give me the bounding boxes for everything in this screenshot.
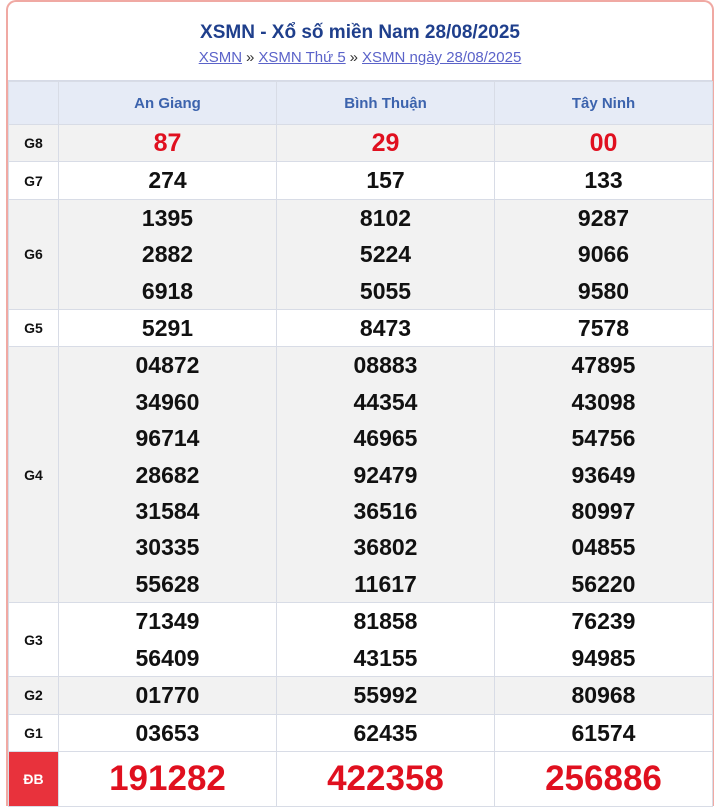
- prize-label: G2: [9, 677, 59, 714]
- prize-row-g2: [9, 677, 713, 714]
- prize-label: G1: [9, 714, 59, 751]
- prize-number: 31584: [135, 498, 200, 525]
- prize-number: 54756: [571, 425, 636, 452]
- prize-number: 76239: [571, 608, 636, 635]
- prize-number: 81858: [353, 608, 418, 635]
- prize-number: 5055: [359, 277, 412, 304]
- prize-number: 11617: [354, 570, 417, 597]
- prize-label: G8: [9, 125, 59, 162]
- prize-number: 157: [366, 167, 405, 194]
- prize-number: 03653: [135, 719, 200, 746]
- prize-cell: [495, 751, 713, 806]
- prize-cell: [277, 199, 495, 309]
- prize-number: 46965: [353, 425, 418, 452]
- prize-row-g3: [9, 603, 713, 677]
- prize-number: 55628: [135, 570, 200, 597]
- breadcrumb-link-thu5[interactable]: XSMN Thứ 5: [258, 49, 346, 66]
- prize-cell: [495, 677, 713, 714]
- prize-number: 56409: [135, 644, 200, 671]
- prize-label: G7: [9, 162, 59, 199]
- prize-row-g8: [9, 125, 713, 162]
- prize-number: 04872: [135, 352, 200, 379]
- prize-cell: [495, 199, 713, 309]
- prize-number: 2882: [141, 241, 194, 268]
- prize-number: 43155: [353, 644, 418, 671]
- prize-cell: [495, 310, 713, 347]
- prize-number: 08883: [353, 352, 418, 379]
- prize-number: 71349: [135, 608, 200, 635]
- prize-label: G3: [9, 603, 59, 677]
- prize-cell: [277, 310, 495, 347]
- prize-row-g5: [9, 310, 713, 347]
- prize-number: 44354: [353, 388, 418, 415]
- province-header-binh-thuan[interactable]: Bình Thuận: [277, 82, 495, 125]
- province-header-tay-ninh[interactable]: Tây Ninh: [495, 82, 713, 125]
- prize-cell: [59, 162, 277, 199]
- breadcrumb-link-xsmn[interactable]: XSMN: [198, 49, 243, 66]
- prize-number: 94985: [571, 644, 636, 671]
- prize-cell: [59, 751, 277, 806]
- prize-number: 34960: [135, 388, 200, 415]
- prize-cell: [59, 125, 277, 162]
- prize-number: 6918: [141, 277, 194, 304]
- prize-number: 00: [589, 129, 618, 157]
- results-header: [8, 2, 712, 81]
- prize-cell: [277, 162, 495, 199]
- prize-number: 256886: [545, 758, 662, 798]
- prize-rows: [9, 125, 713, 807]
- prize-number: 80997: [571, 498, 636, 525]
- prize-row-g4: [9, 347, 713, 603]
- prize-number: 36802: [353, 534, 418, 561]
- prize-number: 28682: [135, 461, 200, 488]
- prize-number: 80968: [571, 682, 636, 709]
- prize-number: 43098: [571, 388, 636, 415]
- prize-number: 274: [148, 167, 187, 194]
- prize-number: 9580: [577, 277, 630, 304]
- prize-label: G4: [9, 347, 59, 603]
- prize-number: 36516: [353, 498, 418, 525]
- prize-row-g6: [9, 199, 713, 309]
- breadcrumb-link-date[interactable]: XSMN ngày 28/08/2025: [362, 49, 522, 66]
- breadcrumb: [8, 49, 712, 67]
- prize-cell: [59, 714, 277, 751]
- prize-number: 93649: [571, 461, 636, 488]
- prize-number: 04855: [571, 534, 636, 561]
- prize-number: 01770: [135, 682, 200, 709]
- prize-number: 87: [153, 129, 182, 157]
- prize-number: 8102: [359, 204, 412, 231]
- prize-cell: [277, 125, 495, 162]
- results-table: [8, 81, 713, 807]
- prize-row-đb: [9, 751, 713, 806]
- prize-cell: [277, 347, 495, 603]
- prize-cell: [59, 310, 277, 347]
- prize-cell: [495, 603, 713, 677]
- prize-number: 8473: [359, 315, 412, 342]
- prize-number: 62435: [353, 719, 418, 746]
- prize-number: 56220: [571, 570, 636, 597]
- prize-number: 7578: [577, 315, 630, 342]
- prize-number: 29: [371, 129, 400, 157]
- prize-row-g7: [9, 162, 713, 199]
- prize-cell: [495, 714, 713, 751]
- results-card: [6, 0, 714, 806]
- prize-number: 422358: [327, 758, 444, 798]
- prize-cell: [277, 677, 495, 714]
- prize-cell: [59, 677, 277, 714]
- prize-number: 5291: [141, 315, 194, 342]
- prize-number: 5224: [359, 241, 412, 268]
- prize-cell: [277, 714, 495, 751]
- prize-number: 133: [584, 167, 623, 194]
- prize-cell: [59, 199, 277, 309]
- prize-number: 1395: [141, 204, 194, 231]
- prize-label: ĐB: [9, 751, 59, 806]
- prize-cell: [495, 162, 713, 199]
- prize-number: 47895: [571, 352, 636, 379]
- prize-number: 9287: [577, 204, 630, 231]
- breadcrumb-separator: »: [246, 49, 255, 66]
- prize-cell: [59, 347, 277, 603]
- prize-cell: [59, 603, 277, 677]
- prize-number: 9066: [577, 241, 630, 268]
- prize-number: 30335: [135, 534, 200, 561]
- prize-cell: [495, 125, 713, 162]
- prize-number: 61574: [571, 719, 636, 746]
- prize-cell: [495, 347, 713, 603]
- prize-number: 92479: [353, 461, 418, 488]
- prize-number: 55992: [353, 682, 418, 709]
- prize-number: 191282: [109, 758, 226, 798]
- breadcrumb-separator: »: [349, 49, 359, 66]
- page-title: XSMN - Xổ số miền Nam 28/08/2025: [200, 22, 520, 43]
- table-corner: [9, 82, 59, 125]
- prize-cell: [277, 751, 495, 806]
- prize-cell: [277, 603, 495, 677]
- prize-row-g1: [9, 714, 713, 751]
- prize-label: G6: [9, 199, 59, 309]
- prize-label: G5: [9, 310, 59, 347]
- province-header-an-giang[interactable]: An Giang: [59, 82, 277, 125]
- prize-number: 96714: [135, 425, 200, 452]
